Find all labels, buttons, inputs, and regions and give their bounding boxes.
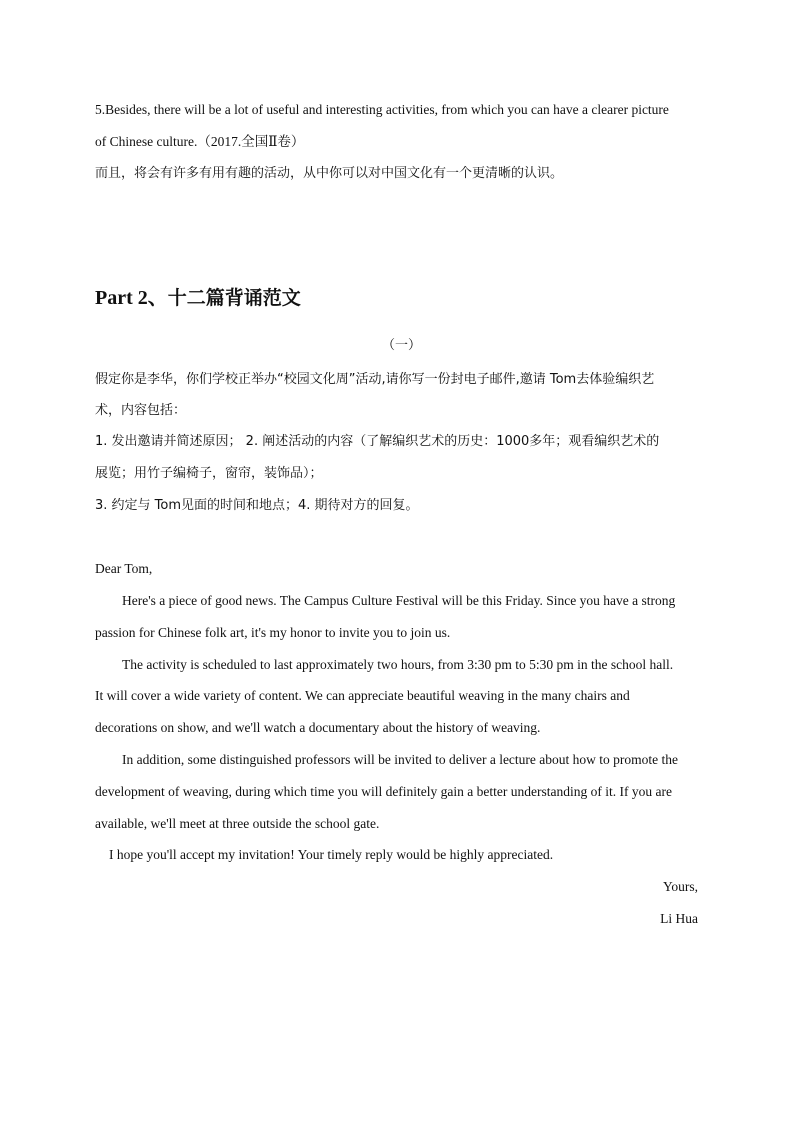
letter-paragraph1-line2: passion for Chinese folk art, it's my honor to invite you to join us.: [95, 625, 451, 640]
prompt-line1: 假定你是李华，你们学校正举办“校园文化周”活动,请你写一份封电子邮件,邀请 Tom去体验编织艺: [95, 372, 655, 387]
letter-paragraph3-line3: available, we'll meet at three outside the school gate.: [95, 816, 380, 831]
letter-salutation: Dear Tom,: [95, 561, 153, 576]
example5-chinese-translation: 而且，将会有许多有用有趣的活动，从中你可以对中国文化有一个更清晰的认识。: [95, 166, 564, 181]
letter-paragraph2-line3: decorations on show, and we'll watch a documentary about the history of weaving.: [95, 720, 541, 735]
letter-paragraph1-line1: Here's a piece of good news. The Campus Culture Festival will be this Friday. Since you have a strong: [122, 593, 676, 608]
letter-paragraph4: I hope you'll accept my invitation! Your timely reply would be highly appreciated.: [109, 847, 554, 862]
letter-paragraph3-line2: development of weaving, during which time you will definitely gain a better understanding of it. If you are: [95, 784, 672, 799]
letter-paragraph2-line1: The activity is scheduled to last approximately two hours, from 3:30 pm to 5:30 pm in the school hall.: [122, 657, 674, 672]
prompt-line2: 术，内容包括：: [95, 403, 187, 418]
example5-english-line1: 5.Besides, there will be a lot of useful and interesting activities, from which you can have a clearer picture: [95, 102, 669, 117]
part2-title-chinese: 十二篇背诵范文: [167, 287, 301, 309]
section-number: （一）: [382, 338, 422, 353]
requirement-line3: 3. 约定与 Tom见面的时间和地点；4. 期待对方的回复。: [95, 498, 419, 513]
letter-paragraph2-line2: It will cover a wide variety of content. We can appreciate beautiful weaving in the many chairs and: [95, 688, 630, 703]
letter-paragraph3-line1: In addition, some distinguished professors will be invited to deliver a lecture about how to promote the: [122, 752, 679, 767]
part2-heading: [95, 281, 301, 310]
letter-signature: Li Hua: [660, 911, 698, 926]
letter-closing: Yours,: [662, 879, 698, 894]
part2-title-prefix: Part 2、: [95, 287, 168, 309]
requirement-line1: 1. 发出邀请并简述原因； 2. 阐述活动的内容（了解编织艺术的历史：1000多年；观看编织艺术的: [95, 434, 660, 449]
requirement-line2: 展览；用竹子编椅子，窗帘，装饰品）；: [95, 466, 323, 481]
example5-english-line2: of Chinese culture.（2017.全国Ⅱ卷）: [95, 134, 305, 149]
